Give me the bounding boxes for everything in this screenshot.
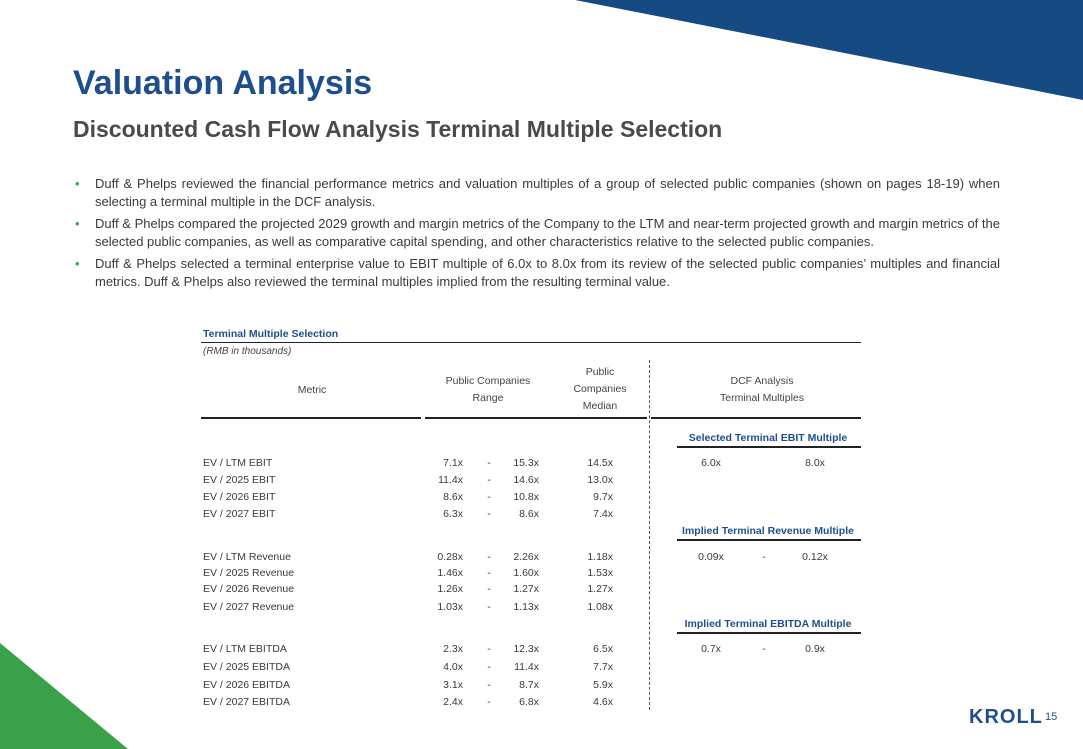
header-rule-metric bbox=[201, 417, 421, 419]
row-metric: EV / 2026 EBIT bbox=[203, 491, 276, 503]
bullet-item bbox=[75, 175, 1000, 210]
bullet-item bbox=[75, 215, 1000, 250]
bullet-text: Duff & Phelps selected a terminal enterprise value to EBIT multiple of 6.0x to 8.0x from its review of the selected public companies’ multiples and financial metrics. Duff & Phelps also reviewed the terminal multiples implied from the resulting terminal value. bbox=[95, 256, 1000, 289]
header-metric: Metric bbox=[297, 384, 327, 396]
dcf-column-divider bbox=[649, 360, 650, 710]
bottom-left-triangle bbox=[0, 643, 128, 749]
row-metric: EV / 2026 EBITDA bbox=[203, 679, 290, 691]
bullet-text: Duff & Phelps compared the projected 2029 growth and margin metrics of the Company to the LTM and near-term projected growth and margin metrics of the selected public companies, as well as comparative capital spending, and other characteristics relative to the selected public companies. bbox=[95, 216, 1000, 249]
row-metric: EV / 2027 EBITDA bbox=[203, 696, 290, 708]
page-subtitle: Discounted Cash Flow Analysis Terminal Multiple Selection bbox=[73, 116, 723, 142]
header-median-line2: Companies bbox=[573, 383, 627, 395]
row-range-low: 7.1x bbox=[443, 457, 463, 469]
dcf-high: 0.12x bbox=[802, 551, 828, 563]
row-range-separator: - bbox=[487, 457, 491, 469]
header-dcf-line1: DCF Analysis bbox=[730, 375, 794, 387]
row-range-separator: - bbox=[487, 643, 491, 655]
row-range-separator: - bbox=[487, 551, 491, 563]
table-title-rule bbox=[201, 342, 861, 343]
row-range-separator: - bbox=[487, 601, 491, 613]
header-dcf bbox=[677, 373, 847, 407]
dcf-low: 0.7x bbox=[701, 643, 721, 655]
row-median: 9.7x bbox=[593, 491, 613, 503]
row-range-low: 3.1x bbox=[443, 679, 463, 691]
row-range-high: 6.8x bbox=[519, 696, 539, 708]
row-metric: EV / LTM EBIT bbox=[203, 457, 273, 469]
row-range-high: 1.27x bbox=[513, 583, 539, 595]
section-label-revenue: Implied Terminal Revenue Multiple bbox=[682, 525, 854, 537]
row-range-high: 11.4x bbox=[514, 661, 539, 673]
row-range-low: 6.3x bbox=[443, 508, 463, 520]
row-range-low: 2.3x bbox=[443, 643, 463, 655]
row-metric: EV / LTM EBITDA bbox=[203, 643, 287, 655]
row-range-high: 2.26x bbox=[513, 551, 539, 563]
row-metric: EV / 2027 Revenue bbox=[203, 601, 295, 613]
row-median: 4.6x bbox=[593, 696, 613, 708]
row-range-high: 8.6x bbox=[519, 508, 539, 520]
row-median: 1.08x bbox=[587, 601, 613, 613]
row-range-separator: - bbox=[487, 583, 491, 595]
row-metric: EV / 2025 EBIT bbox=[203, 474, 276, 486]
row-range-high: 1.13x bbox=[513, 601, 539, 613]
section-rule-ebit bbox=[677, 446, 861, 448]
row-median: 5.9x bbox=[593, 679, 613, 691]
header-median-line3: Median bbox=[582, 400, 618, 412]
row-median: 1.53x bbox=[587, 567, 613, 579]
bullet-text: Duff & Phelps reviewed the financial performance metrics and valuation multiples of a group of selected public companies (shown on pages 18-19) when selecting a terminal multiple in the DCF analysis. bbox=[95, 176, 1000, 209]
bullet-dot-icon: • bbox=[75, 256, 80, 271]
dcf-separator: - bbox=[762, 643, 766, 655]
row-median: 7.7x bbox=[593, 661, 613, 673]
row-range-separator: - bbox=[487, 508, 491, 520]
bullet-list bbox=[75, 175, 1000, 295]
row-range-separator: - bbox=[487, 661, 491, 673]
row-metric: EV / LTM Revenue bbox=[203, 551, 291, 563]
header-median-line1: Public bbox=[585, 366, 615, 378]
header-dcf-line2: Terminal Multiples bbox=[719, 392, 805, 404]
row-range-low: 2.4x bbox=[443, 696, 463, 708]
header-range-line1: Public Companies bbox=[445, 375, 531, 387]
row-median: 14.5x bbox=[587, 457, 613, 469]
row-range-high: 15.3x bbox=[513, 457, 539, 469]
row-metric: EV / 2026 Revenue bbox=[203, 583, 295, 595]
dcf-high: 8.0x bbox=[805, 457, 825, 469]
header-range bbox=[423, 373, 553, 407]
table-unit-note: (RMB in thousands) bbox=[203, 346, 292, 357]
section-rule-ebitda bbox=[677, 632, 861, 634]
kroll-logo: KROLL bbox=[969, 706, 1043, 728]
row-range-separator: - bbox=[487, 679, 491, 691]
row-range-low: 11.4x bbox=[438, 474, 463, 486]
row-range-high: 10.8x bbox=[513, 491, 539, 503]
page-title: Valuation Analysis bbox=[73, 64, 373, 102]
header-rule-range bbox=[425, 417, 647, 419]
row-range-high: 1.60x bbox=[513, 567, 539, 579]
row-range-separator: - bbox=[487, 567, 491, 579]
header-median bbox=[561, 364, 639, 415]
row-median: 6.5x bbox=[593, 643, 613, 655]
section-label-ebitda: Implied Terminal EBITDA Multiple bbox=[684, 618, 852, 630]
section-rule-revenue bbox=[677, 539, 861, 541]
row-range-separator: - bbox=[487, 474, 491, 486]
row-range-separator: - bbox=[487, 696, 491, 708]
dcf-separator: - bbox=[762, 551, 766, 563]
row-range-low: 4.0x bbox=[443, 661, 463, 673]
row-range-low: 1.03x bbox=[437, 601, 463, 613]
section-label-ebit: Selected Terminal EBIT Multiple bbox=[688, 432, 848, 444]
dcf-low: 6.0x bbox=[701, 457, 721, 469]
dcf-low: 0.09x bbox=[698, 551, 724, 563]
row-metric: EV / 2025 EBITDA bbox=[203, 661, 290, 673]
bullet-dot-icon: • bbox=[75, 176, 80, 191]
row-range-low: 1.26x bbox=[437, 583, 463, 595]
header-range-line2: Range bbox=[472, 392, 504, 404]
row-median: 7.4x bbox=[593, 508, 613, 520]
top-right-banner bbox=[575, 0, 1083, 100]
row-metric: EV / 2025 Revenue bbox=[203, 567, 295, 579]
bullet-item bbox=[75, 255, 1000, 290]
row-range-high: 8.7x bbox=[519, 679, 539, 691]
row-range-low: 1.46x bbox=[437, 567, 463, 579]
row-range-high: 14.6x bbox=[513, 474, 539, 486]
row-median: 13.0x bbox=[587, 474, 613, 486]
row-median: 1.27x bbox=[587, 583, 613, 595]
row-metric: EV / 2027 EBIT bbox=[203, 508, 276, 520]
bullet-dot-icon: • bbox=[75, 216, 80, 231]
dcf-high: 0.9x bbox=[805, 643, 825, 655]
row-range-high: 12.3x bbox=[513, 643, 539, 655]
row-range-low: 0.28x bbox=[437, 551, 463, 563]
row-range-low: 8.6x bbox=[443, 491, 463, 503]
table-title: Terminal Multiple Selection bbox=[203, 328, 339, 340]
header-rule-dcf bbox=[651, 417, 861, 419]
page-number: 15 bbox=[1045, 711, 1058, 723]
row-range-separator: - bbox=[487, 491, 491, 503]
row-median: 1.18x bbox=[587, 551, 613, 563]
